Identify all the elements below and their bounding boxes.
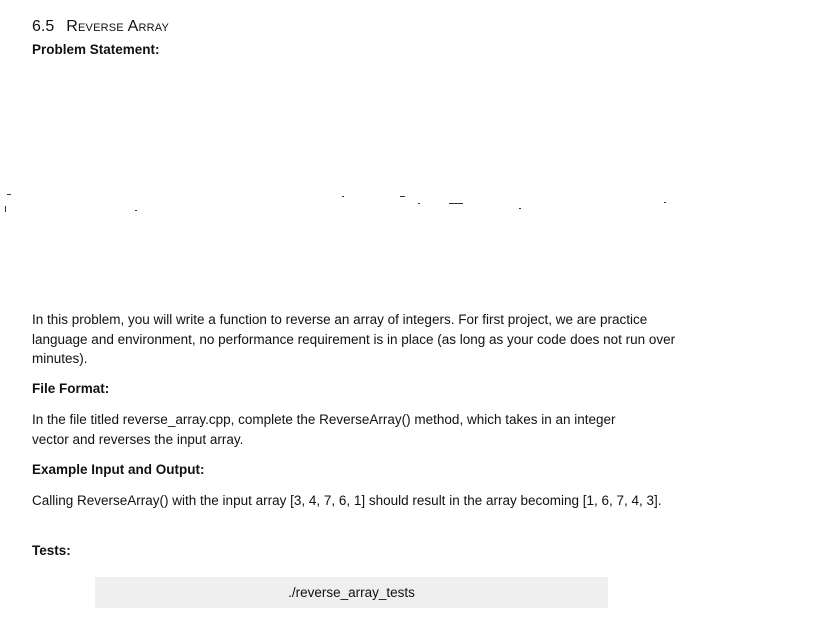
scan-artifact [135, 210, 137, 211]
file-format-label: File Format: [32, 381, 110, 396]
example-paragraph: Calling ReverseArray() with the input array [3, 4, 7, 6, 1] should result in the array becoming [1, 6, 7, 4, 3]. [32, 493, 662, 508]
test-command-box [95, 577, 608, 608]
tests-label: Tests: [32, 543, 71, 558]
scan-artifact [342, 196, 344, 197]
section-title: Reverse Array [66, 18, 170, 35]
test-command: ./reverse_array_tests [288, 585, 415, 600]
problem-statement-label: Problem Statement: [32, 42, 160, 57]
section-number: 6.5 [32, 18, 55, 35]
section-heading [32, 17, 169, 37]
scan-artifact [400, 196, 405, 197]
example-label: Example Input and Output: [32, 462, 205, 477]
file-format-paragraph: In the file titled reverse_array.cpp, complete the ReverseArray() method, which takes in an integer vector and reverses the input array. [32, 412, 616, 447]
scan-artifact [664, 202, 666, 203]
scan-artifact [7, 194, 11, 195]
scan-artifact [519, 208, 521, 209]
scan-artifact [5, 206, 6, 212]
intro-paragraph: In this problem, you will write a function to reverse an array of integers. For first project, we are practice language and environment, no performance requirement is in place (as long as your code does not run over minutes). [32, 312, 676, 366]
scan-artifact [449, 203, 463, 204]
scan-artifact [418, 203, 420, 204]
